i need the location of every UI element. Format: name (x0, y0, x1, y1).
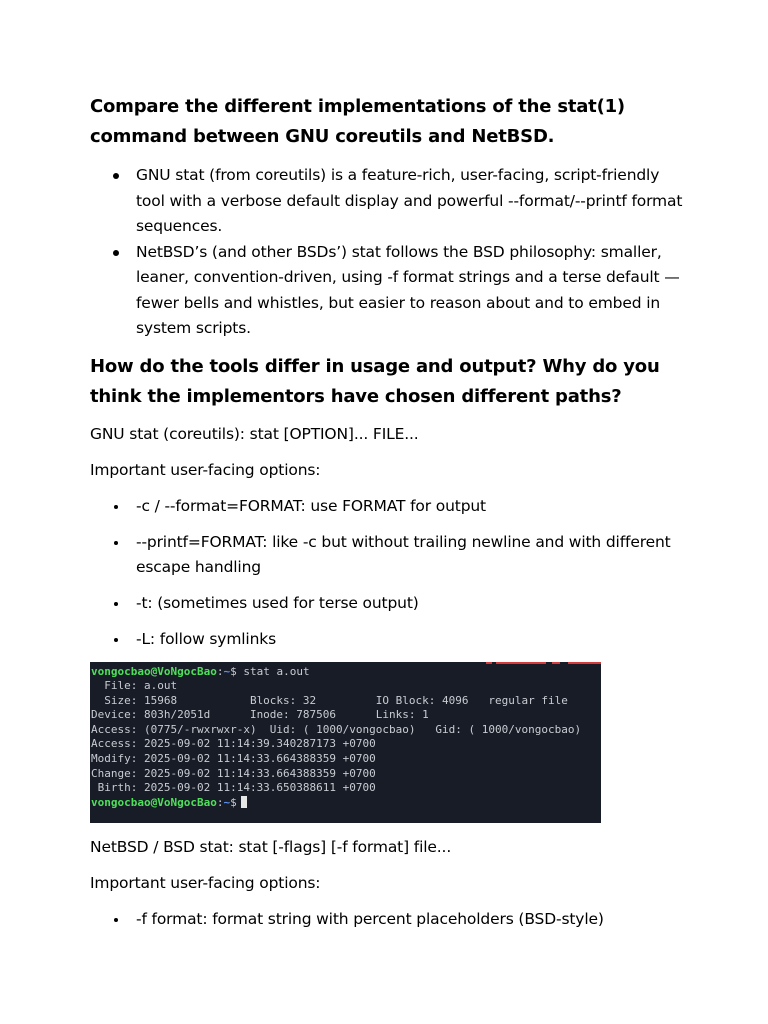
gnu-option-format: -c / --format=FORMAT: use FORMAT for output (90, 494, 690, 519)
terminal-final-prompt-symbol: $ (230, 795, 237, 809)
terminal-screenshot (90, 662, 601, 823)
terminal-final-prompt-line (91, 796, 601, 811)
summary-bullet-gnu: GNU stat (from coreutils) is a feature-rich, user-facing, script-friendly tool with a verbose default display and powerful --format/--printf format sequences. (90, 163, 690, 240)
terminal-output-line: Size: 15968 Blocks: 32 IO Block: 4096 regular file (91, 693, 568, 707)
bsd-options-list (90, 907, 690, 932)
terminal-top-cropped-mark (486, 662, 601, 665)
terminal-final-prompt-path: ~ (223, 795, 231, 809)
terminal-command-line (91, 665, 601, 680)
bsd-option-format: -f format: format string with percent placeholders (BSD-style) (90, 907, 690, 932)
gnu-option-printf: --printf=FORMAT: like -c but without trailing newline and with different escape handling (90, 530, 690, 580)
gnu-options-list (90, 494, 690, 652)
terminal-output-line: File: a.out (91, 679, 178, 693)
question-heading-2: How do the tools differ in usage and output? Why do you think the implementors have chosen different paths? (90, 355, 660, 407)
bsd-options-label: Important user-facing options: (90, 873, 321, 892)
gnu-options-label: Important user-facing options: (90, 460, 321, 479)
terminal-command: $ stat a.out (230, 664, 310, 678)
terminal-prompt-user: vongocbao@VoNgocBao (91, 664, 217, 678)
terminal-output-line: Modify: 2025-09-02 11:14:33.664388359 +0700 (91, 752, 376, 766)
summary-bullet-netbsd: NetBSD’s (and other BSDs’) stat follows the BSD philosophy: smaller, leaner, convention-driven, using -f format strings and a terse default — fewer bells and whistles, but easier to reason about and to embed in system scripts. (90, 240, 690, 342)
gnu-option-terse: -t: (sometimes used for terse output) (90, 591, 690, 616)
terminal-output-line: Birth: 2025-09-02 11:14:33.650388611 +0700 (91, 781, 376, 795)
terminal-final-prompt-user: vongocbao@VoNgocBao (91, 795, 217, 809)
gnu-option-follow-symlinks: -L: follow symlinks (90, 627, 690, 652)
terminal-output-line: Device: 803h/2051d Inode: 787506 Links: 1 (91, 708, 429, 722)
bsd-synopsis: NetBSD / BSD stat: stat [-flags] [-f format] file... (90, 837, 452, 856)
question-heading-1: Compare the different implementations of the stat(1) command between GNU coreutils and NetBSD. (90, 96, 625, 147)
document-page (90, 92, 690, 943)
terminal-prompt-separator: : (216, 664, 224, 678)
terminal-prompt-path: ~ (223, 664, 231, 678)
terminal-final-prompt-separator: : (216, 795, 224, 809)
terminal-cursor (241, 796, 247, 808)
gnu-synopsis: GNU stat (coreutils): stat [OPTION]... FILE... (90, 424, 419, 443)
summary-bullet-list (90, 163, 690, 342)
terminal-output-line: Change: 2025-09-02 11:14:33.664388359 +0700 (91, 766, 376, 780)
terminal-output-line: Access: 2025-09-02 11:14:39.340287173 +0700 (91, 737, 376, 751)
terminal-output-line: Access: (0775/-rwxrwxr-x) Uid: ( 1000/vongocbao) Gid: ( 1000/vongocbao) (91, 722, 582, 736)
